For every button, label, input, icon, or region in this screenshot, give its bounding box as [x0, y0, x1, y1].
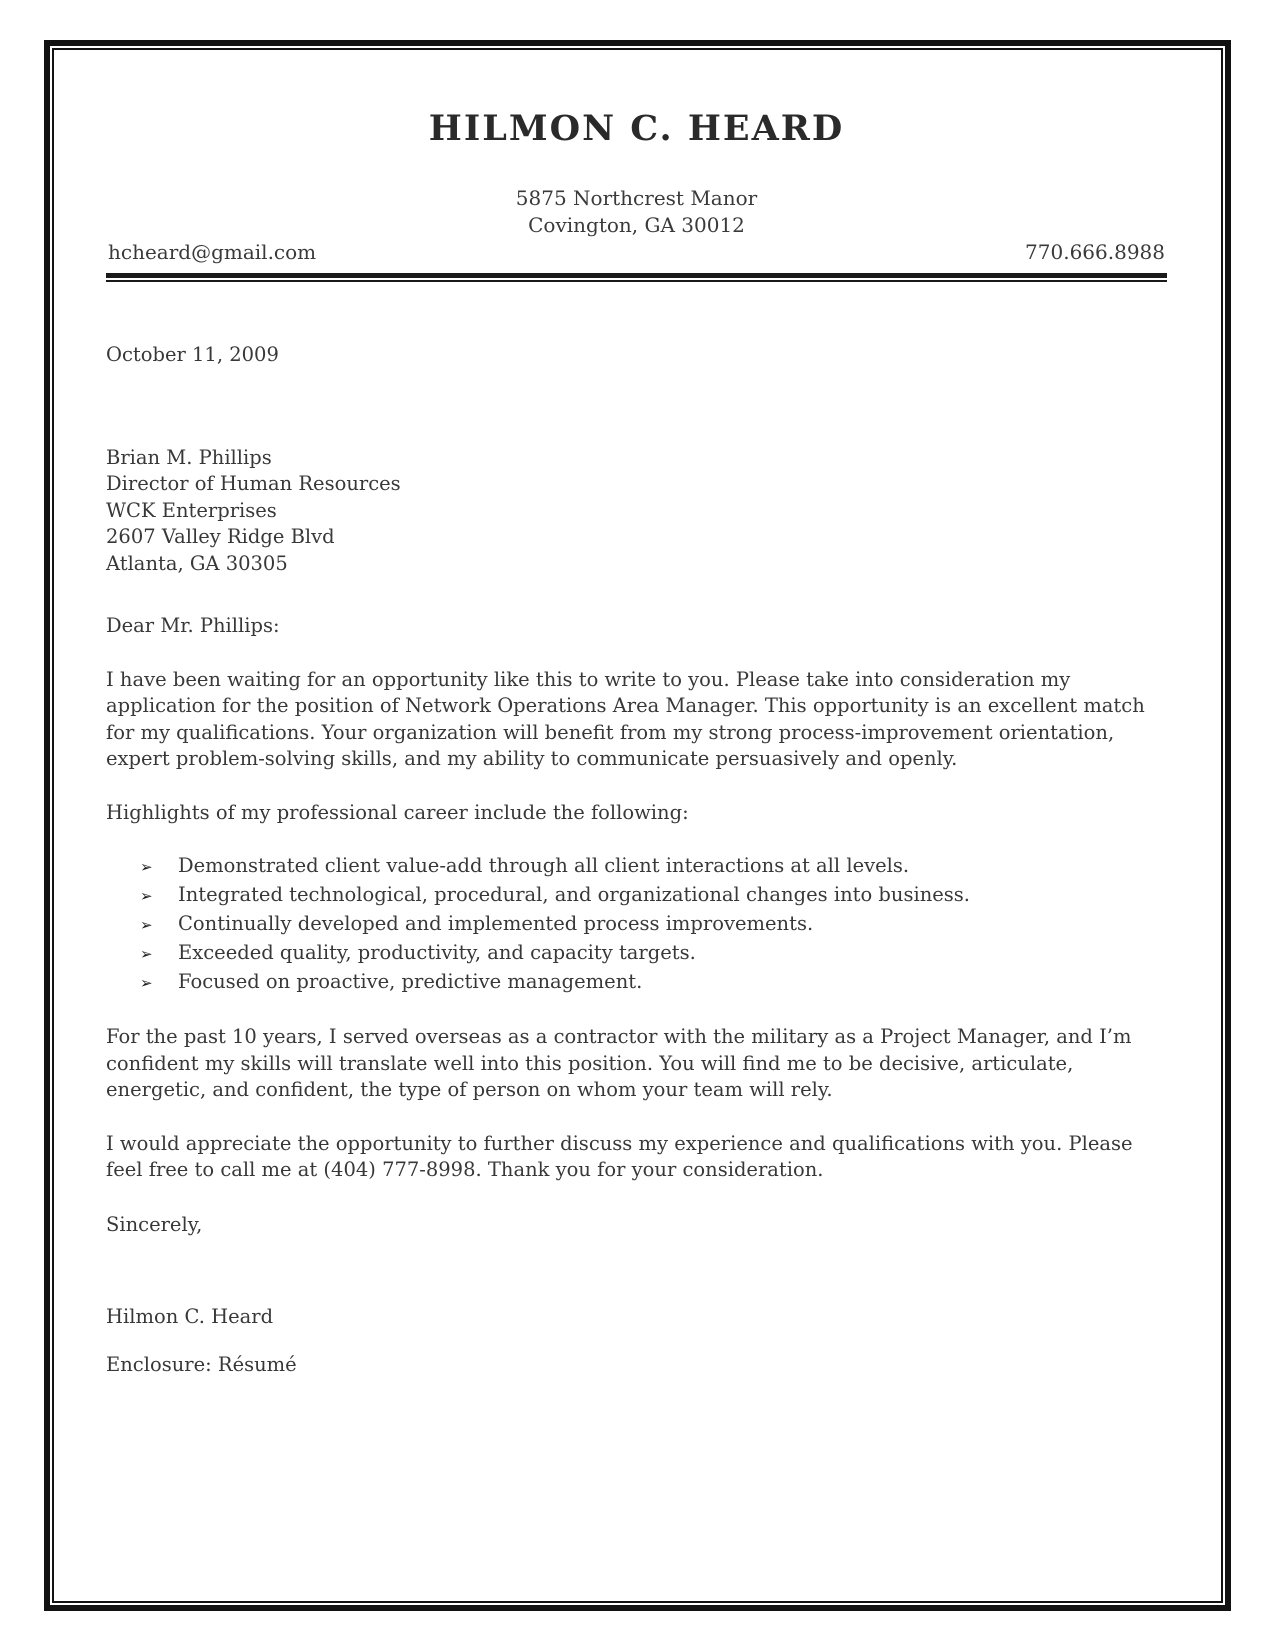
highlight-text: Exceeded quality, productivity, and capacity targets. — [178, 941, 696, 964]
arrow-bullet-icon: ➢ — [140, 974, 153, 992]
list-item — [106, 852, 1167, 881]
recipient-name: Brian M. Phillips — [106, 445, 272, 469]
highlight-text: Focused on proactive, predictive management. — [178, 970, 643, 993]
sender-address-line1: 5875 Northcrest Manor — [515, 186, 758, 210]
highlights-list — [106, 852, 1167, 997]
arrow-bullet-icon: ➢ — [140, 858, 153, 876]
highlight-text: Continually developed and implemented process improvements. — [178, 912, 814, 935]
sender-name: HILMON C. HEARD — [428, 108, 845, 149]
arrow-bullet-icon: ➢ — [140, 887, 153, 905]
recipient-title: Director of Human Resources — [106, 472, 401, 495]
recipient-city: Atlanta, GA 30305 — [106, 551, 288, 575]
highlights-intro: Highlights of my professional career include the following: — [106, 800, 689, 824]
recipient-block — [106, 445, 1167, 578]
recipient-company: WCK Enterprises — [106, 498, 277, 522]
contact-row — [106, 240, 1167, 264]
letter-page — [52, 48, 1223, 1603]
sender-address-line2: Covington, GA 30012 — [528, 213, 745, 237]
list-item — [106, 939, 1167, 968]
arrow-bullet-icon: ➢ — [140, 945, 153, 963]
paragraph-intro: I have been waiting for an opportunity like this to write to you. Please take into consideration my application for the position of Network Operations Area Manager. This opportunity is an excellent match for my qualifications. Your organization will benefit from my strong process-improvement orientation, expert problem-solving skills, and my ability to communicate persuasively and openly. — [106, 667, 1145, 770]
sender-phone: 770.666.8988 — [1025, 240, 1165, 264]
list-item — [106, 968, 1167, 997]
letter-date: October 11, 2009 — [106, 343, 279, 366]
arrow-bullet-icon: ➢ — [140, 916, 153, 934]
paragraph-closing: I would appreciate the opportunity to further discuss my experience and qualifications with you. Please feel free to call me at (404) 777-8998. Thank you for your consideration. — [106, 1131, 1133, 1181]
list-item — [106, 881, 1167, 910]
list-item — [106, 910, 1167, 939]
enclosure-line: Enclosure: Résumé — [106, 1352, 297, 1376]
letter-head — [106, 108, 1167, 264]
signature-name: Hilmon C. Heard — [106, 1305, 274, 1328]
page-border-frame — [44, 40, 1231, 1611]
recipient-street: 2607 Valley Ridge Blvd — [106, 525, 335, 548]
sender-address — [106, 185, 1167, 239]
highlight-text: Demonstrated client value-add through all client interactions at all levels. — [178, 854, 910, 877]
letter-body — [106, 342, 1167, 1378]
signoff: Sincerely, — [106, 1212, 203, 1236]
salutation: Dear Mr. Phillips: — [106, 614, 280, 637]
paragraph-experience: For the past 10 years, I served overseas as a contractor with the military as a Project Manager, and I’m confident my skills will translate well into this position. You will find me to be decisive, articulate, energetic, and confident, the type of person on whom your team will rely. — [106, 1025, 1132, 1101]
sender-email: hcheard@gmail.com — [108, 240, 317, 264]
header-divider — [106, 273, 1167, 282]
highlight-text: Integrated technological, procedural, and organizational changes into business. — [178, 883, 971, 906]
